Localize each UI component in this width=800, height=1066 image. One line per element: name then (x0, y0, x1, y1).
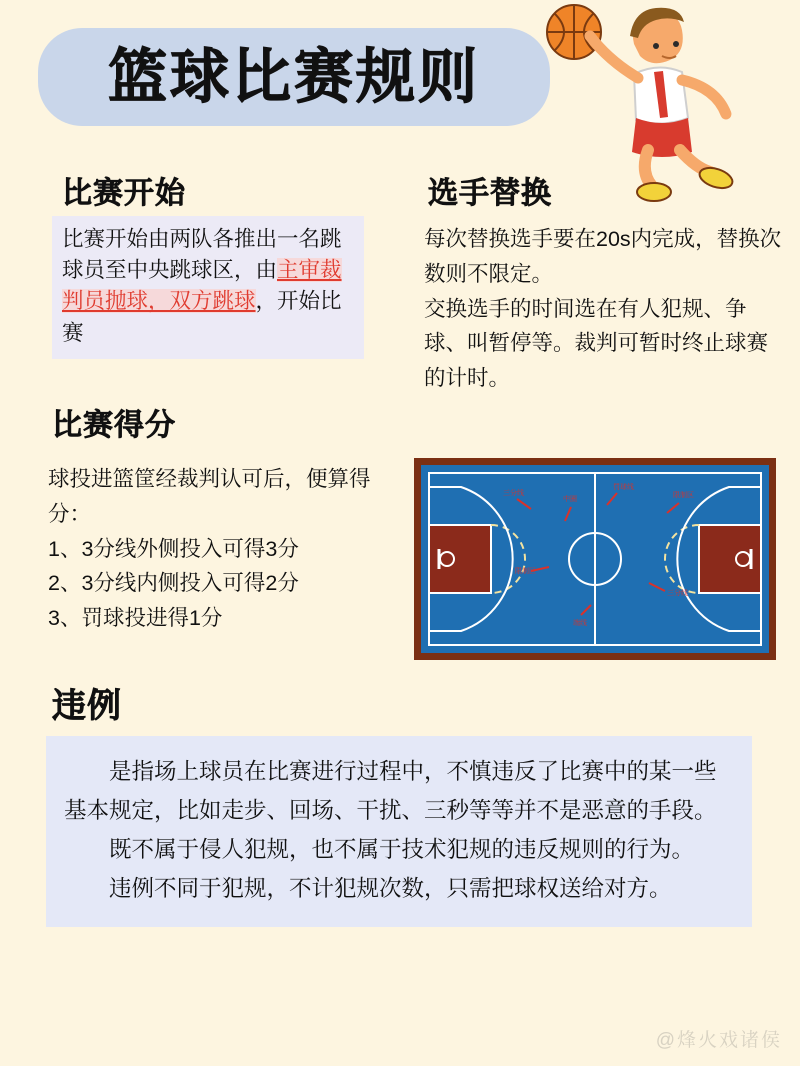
scoring-item: 1、3分线外侧投入可得3分 (48, 536, 299, 561)
svg-text:三分线: 三分线 (503, 490, 524, 497)
violation-paragraph: 既不属于侵人犯规，也不属于技术犯规的违反规则的行为。 (109, 837, 695, 863)
start-text-after: ，开始比赛 (62, 289, 342, 345)
substitution-line: 交换选手的时间选在有人犯规、争球、叫暂停等。裁判可暂时终止球赛的计时。 (424, 296, 769, 391)
violation-paragraph: 违例不同于犯规，不计犯规次数，只需把球权送给对方。 (109, 876, 672, 902)
page-title: 篮球比赛规则 (107, 43, 480, 110)
basketball-player-illustration (530, 0, 800, 210)
court-surface (421, 465, 769, 653)
section-start-body (52, 216, 364, 359)
watermark: @烽火戏诸侯 (655, 1030, 782, 1051)
svg-text:中圈: 中圈 (563, 496, 577, 503)
section-heading-scoring: 比赛得分 (52, 409, 176, 442)
start-text-before: 比赛开始由两队各推出一名跳球员至中央跳球区，由 (62, 227, 342, 283)
section-heading-start: 比赛开始 (62, 177, 186, 210)
svg-text:限制区: 限制区 (673, 492, 694, 499)
section-violation-body (46, 736, 752, 927)
start-text-highlight: 主审裁判员抛球，双方跳球 (62, 258, 342, 314)
violation-paragraph: 是指场上球员在比赛进行过程中，不慎违反了比赛中的某一些基本规定，比如走步、回场、干扰、三秒等等并不是恶意的手段。 (64, 759, 717, 824)
svg-text:限制区: 限制区 (515, 568, 536, 575)
section-heading-substitution: 选手替换 (428, 177, 552, 210)
scoring-item: 3、罚球投进得1分 (48, 606, 223, 631)
svg-text:三分线: 三分线 (667, 590, 688, 597)
basketball-court-image (414, 458, 776, 660)
section-scoring-body (48, 462, 398, 636)
svg-text:罚球线: 罚球线 (613, 484, 634, 491)
substitution-line: 每次替换选手要在20s内完成，替换次数则不限定。 (424, 227, 782, 286)
page-title-banner (38, 28, 550, 126)
section-heading-violation: 违例 (52, 687, 122, 725)
svg-text:端线: 端线 (573, 620, 587, 627)
scoring-item: 2、3分线内侧投入可得2分 (48, 571, 299, 596)
section-substitution-body (424, 222, 782, 396)
scoring-intro: 球投进篮筐经裁判认可后，便算得分： (48, 467, 371, 526)
